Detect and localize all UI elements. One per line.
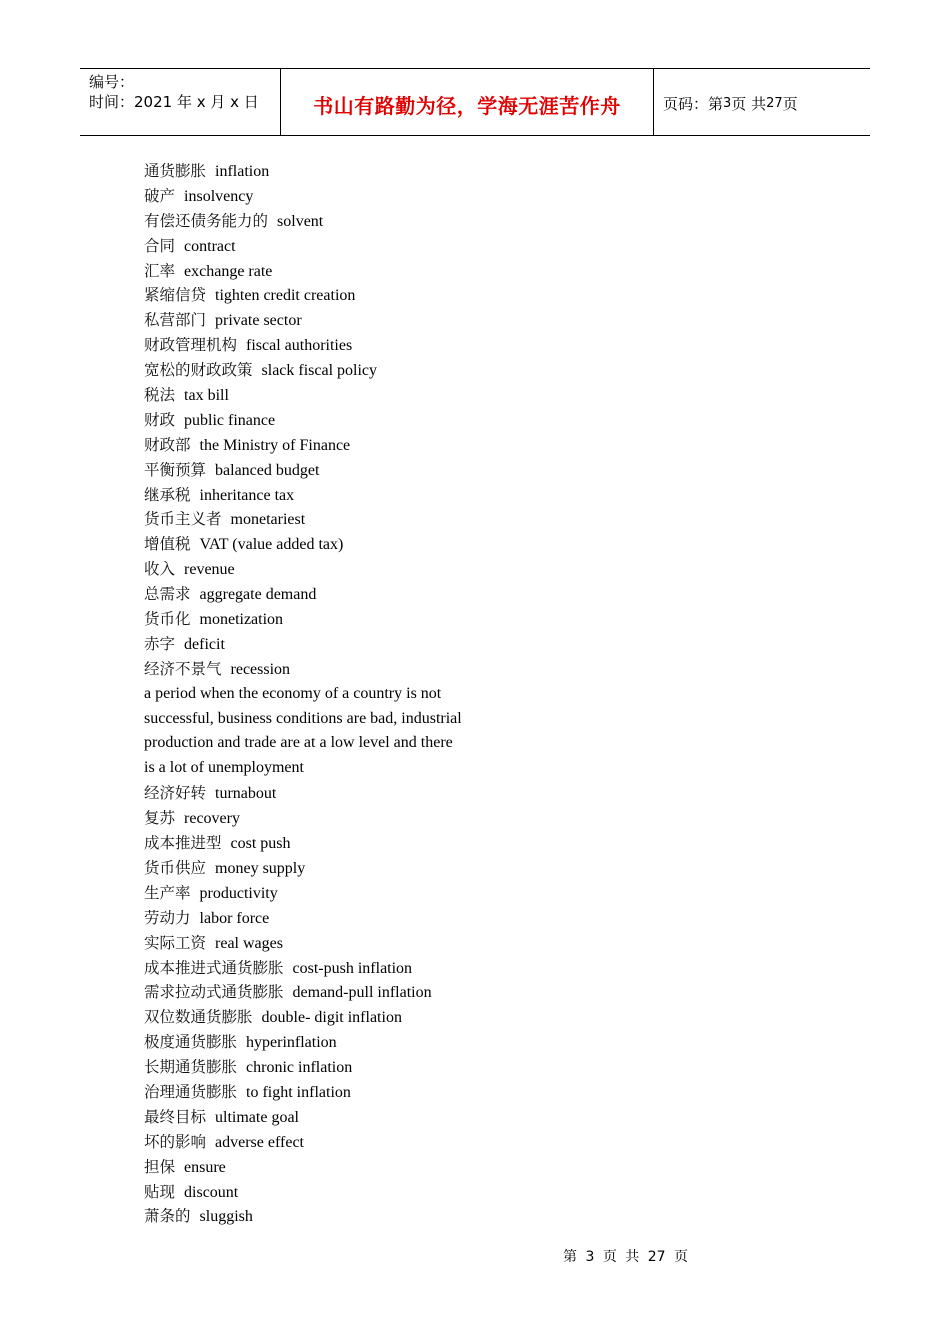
definition-line: a period when the economy of a country is not [144, 684, 442, 702]
term-english: inheritance tax [199, 486, 295, 504]
term-chinese: 担保 [144, 1157, 176, 1176]
term-english: monetariest [230, 511, 306, 529]
term-english: recession [230, 660, 291, 678]
term-english: hyperinflation [246, 1034, 337, 1052]
glossary-entry [144, 159, 544, 184]
term-english: money supply [215, 859, 306, 877]
term-chinese: 治理通货膨胀 [144, 1082, 238, 1101]
glossary-list [144, 159, 544, 1229]
term-english: cost push [230, 835, 291, 853]
page-label: 页码：第 [663, 94, 724, 113]
term-english: public finance [184, 411, 276, 429]
term-english: ensure [184, 1158, 226, 1176]
glossary-entry [144, 259, 544, 284]
term-chinese: 紧缩信贷 [144, 286, 207, 305]
glossary-entry [144, 1204, 544, 1229]
glossary-entry [144, 906, 544, 931]
term-chinese: 财政管理机构 [144, 336, 238, 355]
page-footer [563, 1246, 688, 1266]
term-chinese: 财政 [144, 410, 176, 429]
term-chinese: 最终目标 [144, 1107, 207, 1126]
term-chinese: 经济好转 [144, 784, 207, 803]
term-chinese: 坏的影响 [144, 1132, 207, 1151]
glossary-entry [144, 408, 544, 433]
document-number-label: 编号： [89, 73, 135, 91]
glossary-entry [144, 1080, 544, 1105]
term-english: ultimate goal [215, 1108, 299, 1126]
glossary-entry [144, 483, 544, 508]
page-end: 页 [782, 94, 798, 113]
term-english: monetization [199, 611, 284, 629]
term-chinese: 萧条的 [144, 1207, 191, 1226]
term-chinese: 赤字 [144, 634, 176, 653]
glossary-entry [144, 657, 544, 682]
term-chinese: 贴现 [144, 1182, 176, 1201]
term-chinese: 财政部 [144, 435, 191, 454]
glossary-entry [144, 956, 544, 981]
term-english: chronic inflation [246, 1059, 353, 1077]
term-chinese: 继承税 [144, 485, 191, 504]
term-english: slack fiscal policy [261, 362, 378, 380]
term-english: deficit [184, 635, 225, 653]
glossary-entry [144, 557, 544, 582]
glossary-entry [144, 458, 544, 483]
term-chinese: 平衡预算 [144, 460, 207, 479]
term-english: labor force [199, 909, 270, 927]
term-english: aggregate demand [199, 586, 317, 604]
glossary-entry [144, 283, 544, 308]
term-chinese: 合同 [144, 236, 176, 255]
time-value: 2021 年 x 月 x 日 [134, 93, 259, 111]
term-english: solvent [277, 212, 324, 230]
term-english: revenue [184, 561, 235, 579]
term-chinese: 收入 [144, 560, 176, 579]
glossary-entry [144, 234, 544, 259]
definition-line: production and trade are at a low level and there [144, 734, 453, 752]
term-chinese: 私营部门 [144, 311, 207, 330]
glossary-entry [144, 881, 544, 906]
glossary-entry [144, 856, 544, 881]
footer-prefix: 第 [563, 1249, 577, 1265]
term-chinese: 通货膨胀 [144, 162, 207, 180]
page-total: 27 [766, 95, 783, 111]
page-mid: 页 共 [731, 94, 767, 113]
term-chinese: 总需求 [144, 585, 191, 604]
header-page-info [654, 69, 870, 135]
glossary-entry [144, 806, 544, 831]
glossary-entry [144, 1030, 544, 1055]
term-chinese: 宽松的财政政策 [144, 361, 253, 380]
glossary-entry [144, 1055, 544, 1080]
term-english: cost-push inflation [292, 959, 413, 977]
glossary-entry [144, 333, 544, 358]
term-english: adverse effect [215, 1133, 304, 1151]
term-chinese: 经济不景气 [144, 659, 222, 678]
glossary-entry [144, 358, 544, 383]
header-motto: 书山有路勤为径，学海无涯苦作舟 [281, 69, 654, 135]
term-chinese: 货币主义者 [144, 510, 222, 529]
term-english: tax bill [184, 387, 229, 405]
term-chinese: 增值税 [144, 535, 191, 554]
glossary-entry [144, 507, 544, 532]
term-chinese: 双位数通货膨胀 [144, 1008, 253, 1027]
term-chinese: 极度通货膨胀 [144, 1033, 238, 1052]
term-chinese: 破产 [144, 186, 176, 205]
term-english: exchange rate [184, 262, 273, 280]
definition-line: is a lot of unemployment [144, 759, 304, 777]
glossary-entry [144, 781, 544, 806]
document-time [89, 92, 280, 112]
term-chinese: 长期通货膨胀 [144, 1058, 238, 1077]
term-chinese: 货币化 [144, 610, 191, 629]
glossary-entry [144, 607, 544, 632]
glossary-entry [144, 632, 544, 657]
term-english: productivity [199, 884, 278, 902]
term-english: private sector [215, 312, 302, 330]
term-english: sluggish [199, 1208, 253, 1226]
footer-current: 3 [585, 1249, 595, 1265]
term-english: real wages [215, 934, 283, 952]
term-chinese: 生产率 [144, 883, 191, 902]
term-chinese: 劳动力 [144, 908, 191, 927]
glossary-entry [144, 383, 544, 408]
term-chinese: 实际工资 [144, 933, 207, 952]
term-english: contract [184, 237, 236, 255]
time-label: 时间： [89, 93, 135, 111]
term-chinese: 汇率 [144, 261, 176, 280]
term-english: insolvency [184, 187, 254, 205]
glossary-entry [144, 184, 544, 209]
term-english: tighten credit creation [215, 287, 356, 305]
term-english: recovery [184, 810, 240, 828]
term-english: to fight inflation [246, 1083, 351, 1101]
footer-suffix: 页 [674, 1249, 689, 1265]
term-english: balanced budget [215, 461, 320, 479]
glossary-entry [144, 1005, 544, 1030]
footer-mid: 页 共 [602, 1249, 640, 1265]
term-chinese: 需求拉动式通货膨胀 [144, 983, 284, 1002]
glossary-entry [144, 308, 544, 333]
term-english: demand-pull inflation [292, 984, 432, 1002]
term-chinese: 成本推进型 [144, 834, 222, 853]
term-english: inflation [215, 163, 270, 180]
definition-line: successful, business conditions are bad, industrial [144, 709, 462, 727]
term-chinese: 复苏 [144, 809, 176, 828]
term-english: double- digit inflation [261, 1009, 402, 1027]
glossary-entry [144, 980, 544, 1005]
glossary-entry [144, 831, 544, 856]
glossary-entry [144, 532, 544, 557]
term-english: fiscal authorities [246, 337, 353, 355]
term-english: turnabout [215, 785, 277, 803]
glossary-entry [144, 1180, 544, 1205]
glossary-entry [144, 209, 544, 234]
term-chinese: 税法 [144, 386, 176, 405]
footer-total: 27 [647, 1249, 666, 1265]
term-chinese: 货币供应 [144, 858, 207, 877]
glossary-entry [144, 931, 544, 956]
glossary-entry [144, 582, 544, 607]
glossary-entry [144, 1155, 544, 1180]
glossary-entry [144, 1105, 544, 1130]
page-header [80, 68, 870, 136]
term-english: discount [184, 1183, 239, 1201]
term-english: the Ministry of Finance [199, 436, 351, 454]
glossary-entry [144, 1130, 544, 1155]
header-meta [80, 69, 281, 135]
term-english: VAT (value added tax) [199, 536, 344, 554]
term-chinese: 成本推进式通货膨胀 [144, 958, 284, 977]
term-chinese: 有偿还债务能力的 [144, 211, 269, 230]
page-current: 3 [723, 95, 732, 111]
glossary-entry [144, 433, 544, 458]
